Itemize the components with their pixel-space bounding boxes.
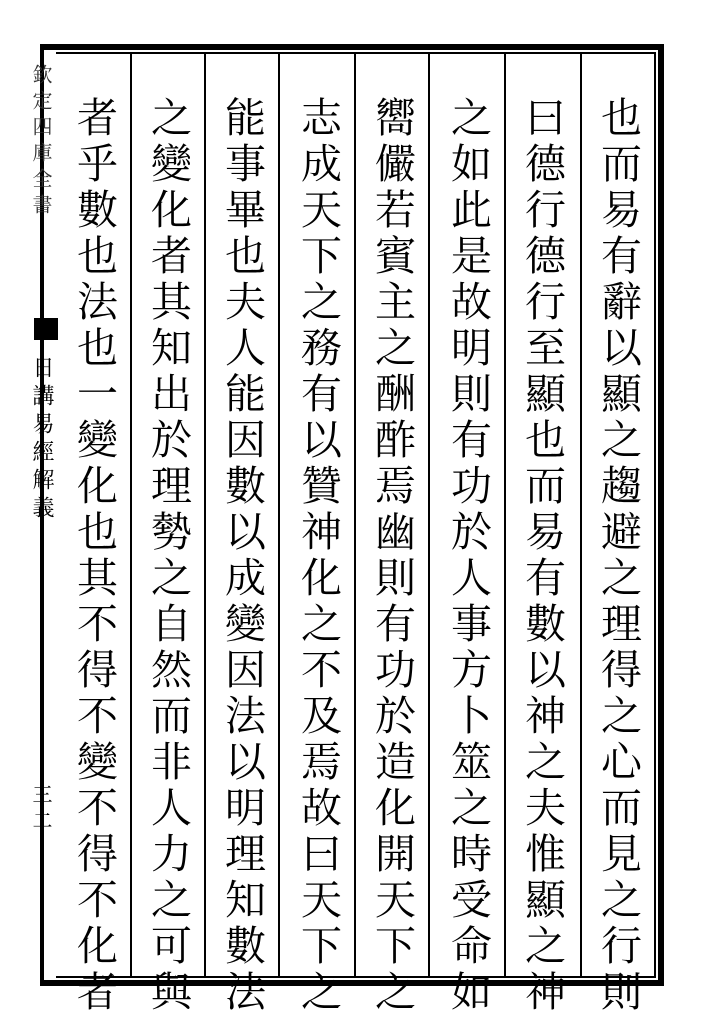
text-column-7: 之變化者其知出於理勢之自然而非人力之可與 — [144, 96, 192, 1016]
column-divider — [278, 52, 280, 978]
book-title: 日講易經解義 — [29, 356, 54, 524]
column-divider — [354, 52, 356, 978]
column-divider — [130, 52, 132, 978]
column-divider — [504, 52, 506, 978]
text-column-4: 嚮儼若賓主之酬酢焉幽則有功於造化開天下之 — [368, 96, 416, 1016]
column-divider — [204, 52, 206, 978]
text-column-3: 之如此是故明則有功於人事方卜筮之時受命如 — [444, 96, 492, 1016]
column-divider — [428, 52, 430, 978]
page-number: 三二 — [29, 784, 53, 836]
text-column-1: 也而易有辭以顯之趨避之理得之心而見之行則 — [594, 96, 642, 1016]
text-column-5: 志成天下之務有以贊神化之不及焉故曰天下之 — [294, 96, 342, 1016]
margin-header-text: 欽定四庫全書 — [29, 64, 53, 220]
fishtail-mark — [34, 318, 58, 340]
text-column-6: 能事畢也夫人能因數以成變因法以明理知數法 — [218, 96, 266, 1016]
column-divider — [580, 52, 582, 978]
text-column-2: 曰德行德行至顯也而易有數以神之夫惟顯之神 — [518, 96, 566, 1016]
text-column-8: 者乎數也法也一變化也其不得不變不得不化者 — [70, 96, 118, 1016]
